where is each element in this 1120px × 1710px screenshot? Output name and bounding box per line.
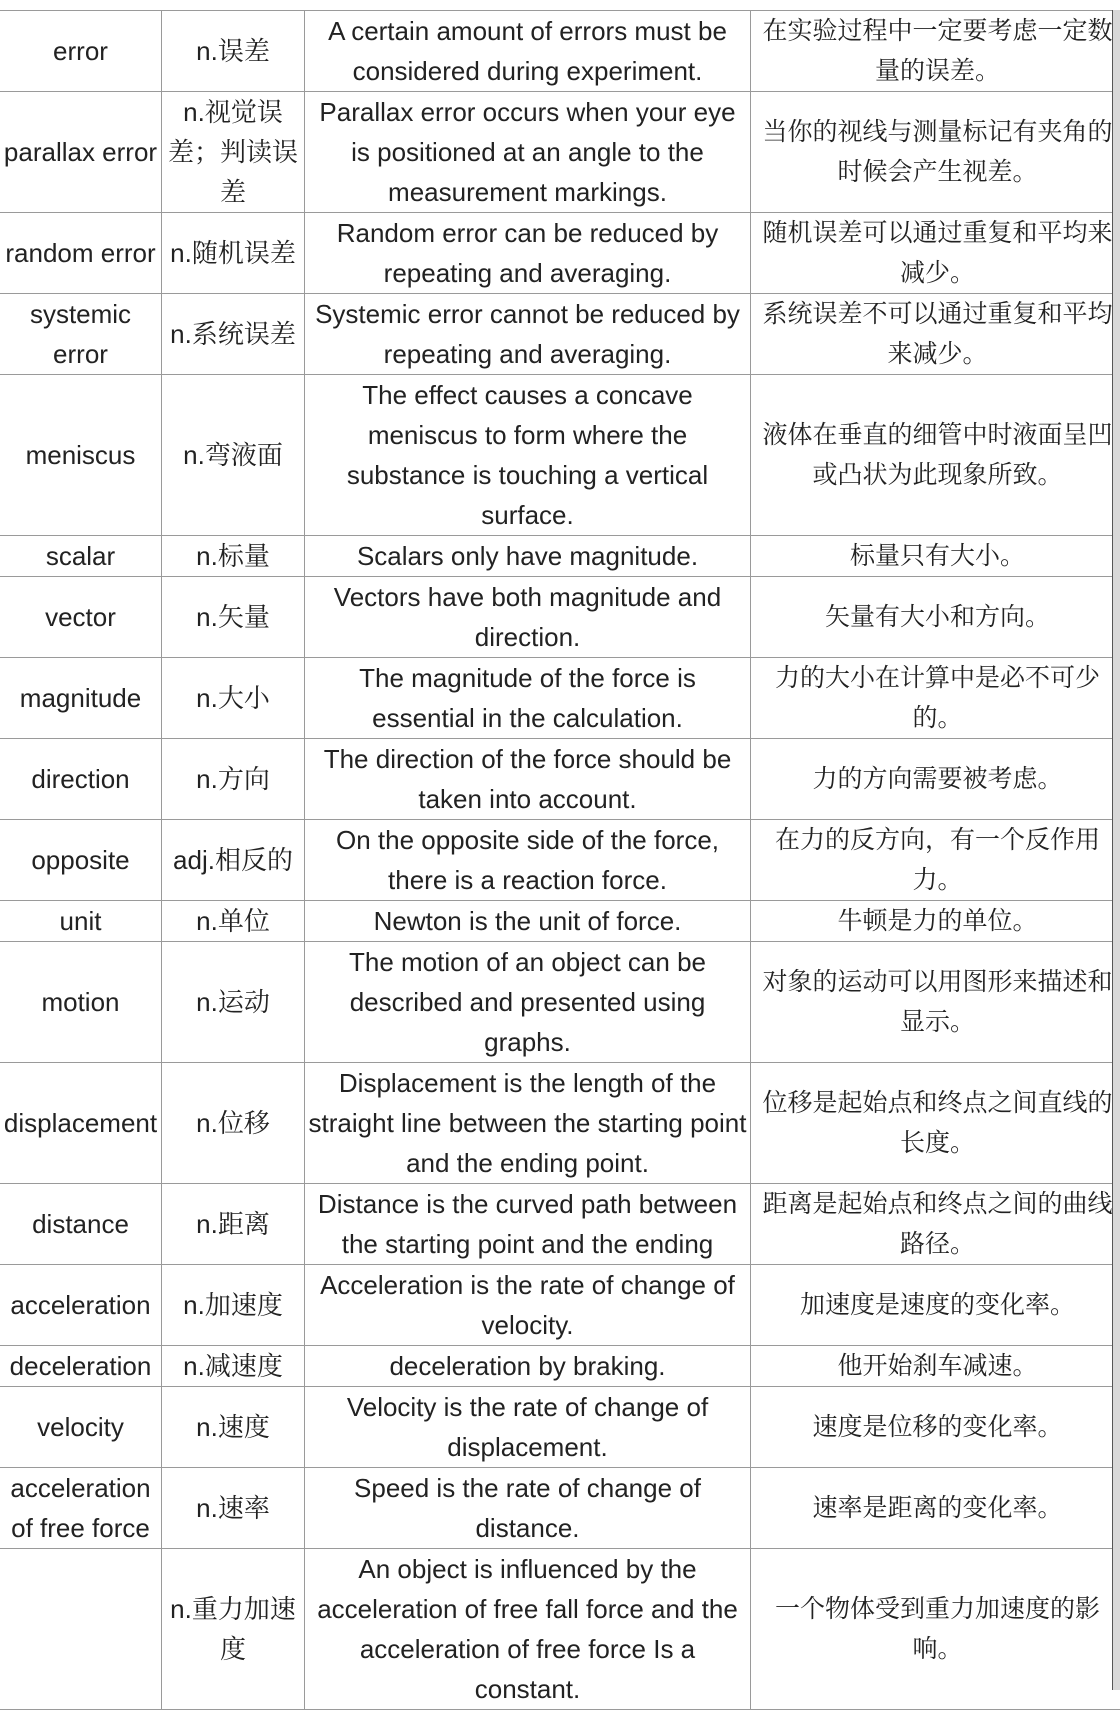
pos-cell: n.矢量 bbox=[162, 577, 305, 658]
example-cell: The motion of an object can be described and presented using graphs. bbox=[305, 942, 751, 1063]
table-row bbox=[0, 1549, 1120, 1710]
example-cell: Newton is the unit of force. bbox=[305, 901, 751, 942]
term-cell: acceleration bbox=[0, 1265, 162, 1346]
term-cell: error bbox=[0, 11, 162, 92]
term-cell bbox=[0, 1549, 162, 1710]
example-cell: Vectors have both magnitude and direction. bbox=[305, 577, 751, 658]
term-cell: direction bbox=[0, 739, 162, 820]
translation-cell: 速度是位移的变化率。 bbox=[751, 1387, 1120, 1468]
example-cell: Distance is the curved path between the starting point and the ending bbox=[305, 1184, 751, 1265]
example-cell: An object is influenced by the acceleration of free fall force and the acceleration of free force Is a constant. bbox=[305, 1549, 751, 1710]
translation-cell: 当你的视线与测量标记有夹角的时候会产生视差。 bbox=[751, 92, 1120, 213]
term-cell: displacement bbox=[0, 1063, 162, 1184]
term-cell: magnitude bbox=[0, 658, 162, 739]
term-cell: distance bbox=[0, 1184, 162, 1265]
table-row bbox=[0, 1265, 1120, 1346]
term-cell: acceleration of free force bbox=[0, 1468, 162, 1549]
term-cell: meniscus bbox=[0, 375, 162, 536]
table-row bbox=[0, 1184, 1120, 1265]
pos-cell: n.位移 bbox=[162, 1063, 305, 1184]
translation-cell: 系统误差不可以通过重复和平均来减少。 bbox=[751, 294, 1120, 375]
translation-cell: 随机误差可以通过重复和平均来减少。 bbox=[751, 213, 1120, 294]
term-cell: vector bbox=[0, 577, 162, 658]
example-cell: The magnitude of the force is essential in the calculation. bbox=[305, 658, 751, 739]
term-cell: motion bbox=[0, 942, 162, 1063]
pos-cell: n.视觉误差；判读误差 bbox=[162, 92, 305, 213]
translation-cell: 力的大小在计算中是必不可少的。 bbox=[751, 658, 1120, 739]
example-cell: deceleration by braking. bbox=[305, 1346, 751, 1387]
pos-cell: n.方向 bbox=[162, 739, 305, 820]
pos-cell: n.加速度 bbox=[162, 1265, 305, 1346]
translation-cell: 加速度是速度的变化率。 bbox=[751, 1265, 1120, 1346]
table-row bbox=[0, 213, 1120, 294]
pos-cell: n.误差 bbox=[162, 11, 305, 92]
table-row bbox=[0, 820, 1120, 901]
term-cell: unit bbox=[0, 901, 162, 942]
translation-cell: 力的方向需要被考虑。 bbox=[751, 739, 1120, 820]
translation-cell: 速率是距离的变化率。 bbox=[751, 1468, 1120, 1549]
pos-cell: n.标量 bbox=[162, 536, 305, 577]
pos-cell: n.大小 bbox=[162, 658, 305, 739]
pos-cell: n.重力加速度 bbox=[162, 1549, 305, 1710]
table-row bbox=[0, 577, 1120, 658]
example-cell: Scalars only have magnitude. bbox=[305, 536, 751, 577]
vocabulary-table bbox=[0, 10, 1120, 1710]
table-row bbox=[0, 739, 1120, 820]
term-cell: opposite bbox=[0, 820, 162, 901]
table-row bbox=[0, 1387, 1120, 1468]
translation-cell: 距离是起始点和终点之间的曲线路径。 bbox=[751, 1184, 1120, 1265]
example-cell: The direction of the force should be taken into account. bbox=[305, 739, 751, 820]
translation-cell: 在实验过程中一定要考虑一定数量的误差。 bbox=[751, 11, 1120, 92]
table-row bbox=[0, 658, 1120, 739]
example-cell: The effect causes a concave meniscus to form where the substance is touching a vertical surface. bbox=[305, 375, 751, 536]
term-cell: parallax error bbox=[0, 92, 162, 213]
pos-cell: n.系统误差 bbox=[162, 294, 305, 375]
example-cell: Displacement is the length of the straight line between the starting point and the ending point. bbox=[305, 1063, 751, 1184]
table-row bbox=[0, 294, 1120, 375]
term-cell: systemic error bbox=[0, 294, 162, 375]
example-cell: On the opposite side of the force, there is a reaction force. bbox=[305, 820, 751, 901]
example-cell: Systemic error cannot be reduced by repeating and averaging. bbox=[305, 294, 751, 375]
table-row bbox=[0, 1468, 1120, 1549]
pos-cell: n.距离 bbox=[162, 1184, 305, 1265]
table-row bbox=[0, 92, 1120, 213]
translation-cell: 他开始刹车减速。 bbox=[751, 1346, 1120, 1387]
example-cell: Velocity is the rate of change of displacement. bbox=[305, 1387, 751, 1468]
table-row bbox=[0, 1063, 1120, 1184]
pos-cell: n.速度 bbox=[162, 1387, 305, 1468]
pos-cell: adj.相反的 bbox=[162, 820, 305, 901]
translation-cell: 对象的运动可以用图形来描述和显示。 bbox=[751, 942, 1120, 1063]
table-row bbox=[0, 536, 1120, 577]
example-cell: A certain amount of errors must be considered during experiment. bbox=[305, 11, 751, 92]
page-edge-shadow bbox=[1113, 10, 1120, 1690]
example-cell: Speed is the rate of change of distance. bbox=[305, 1468, 751, 1549]
translation-cell: 位移是起始点和终点之间直线的长度。 bbox=[751, 1063, 1120, 1184]
pos-cell: n.速率 bbox=[162, 1468, 305, 1549]
pos-cell: n.减速度 bbox=[162, 1346, 305, 1387]
translation-cell: 液体在垂直的细管中时液面呈凹或凸状为此现象所致。 bbox=[751, 375, 1120, 536]
translation-cell: 牛顿是力的单位。 bbox=[751, 901, 1120, 942]
translation-cell: 矢量有大小和方向。 bbox=[751, 577, 1120, 658]
table-row bbox=[0, 1346, 1120, 1387]
example-cell: Acceleration is the rate of change of velocity. bbox=[305, 1265, 751, 1346]
pos-cell: n.单位 bbox=[162, 901, 305, 942]
term-cell: random error bbox=[0, 213, 162, 294]
table-row bbox=[0, 942, 1120, 1063]
translation-cell: 在力的反方向，有一个反作用力。 bbox=[751, 820, 1120, 901]
pos-cell: n.运动 bbox=[162, 942, 305, 1063]
example-cell: Parallax error occurs when your eye is positioned at an angle to the measurement markings. bbox=[305, 92, 751, 213]
table-row bbox=[0, 375, 1120, 536]
table-row bbox=[0, 901, 1120, 942]
table-row bbox=[0, 11, 1120, 92]
term-cell: velocity bbox=[0, 1387, 162, 1468]
pos-cell: n.弯液面 bbox=[162, 375, 305, 536]
pos-cell: n.随机误差 bbox=[162, 213, 305, 294]
term-cell: deceleration bbox=[0, 1346, 162, 1387]
example-cell: Random error can be reduced by repeating and averaging. bbox=[305, 213, 751, 294]
term-cell: scalar bbox=[0, 536, 162, 577]
translation-cell: 标量只有大小。 bbox=[751, 536, 1120, 577]
page-edge-line bbox=[1112, 10, 1113, 1690]
translation-cell: 一个物体受到重力加速度的影响。 bbox=[751, 1549, 1120, 1710]
